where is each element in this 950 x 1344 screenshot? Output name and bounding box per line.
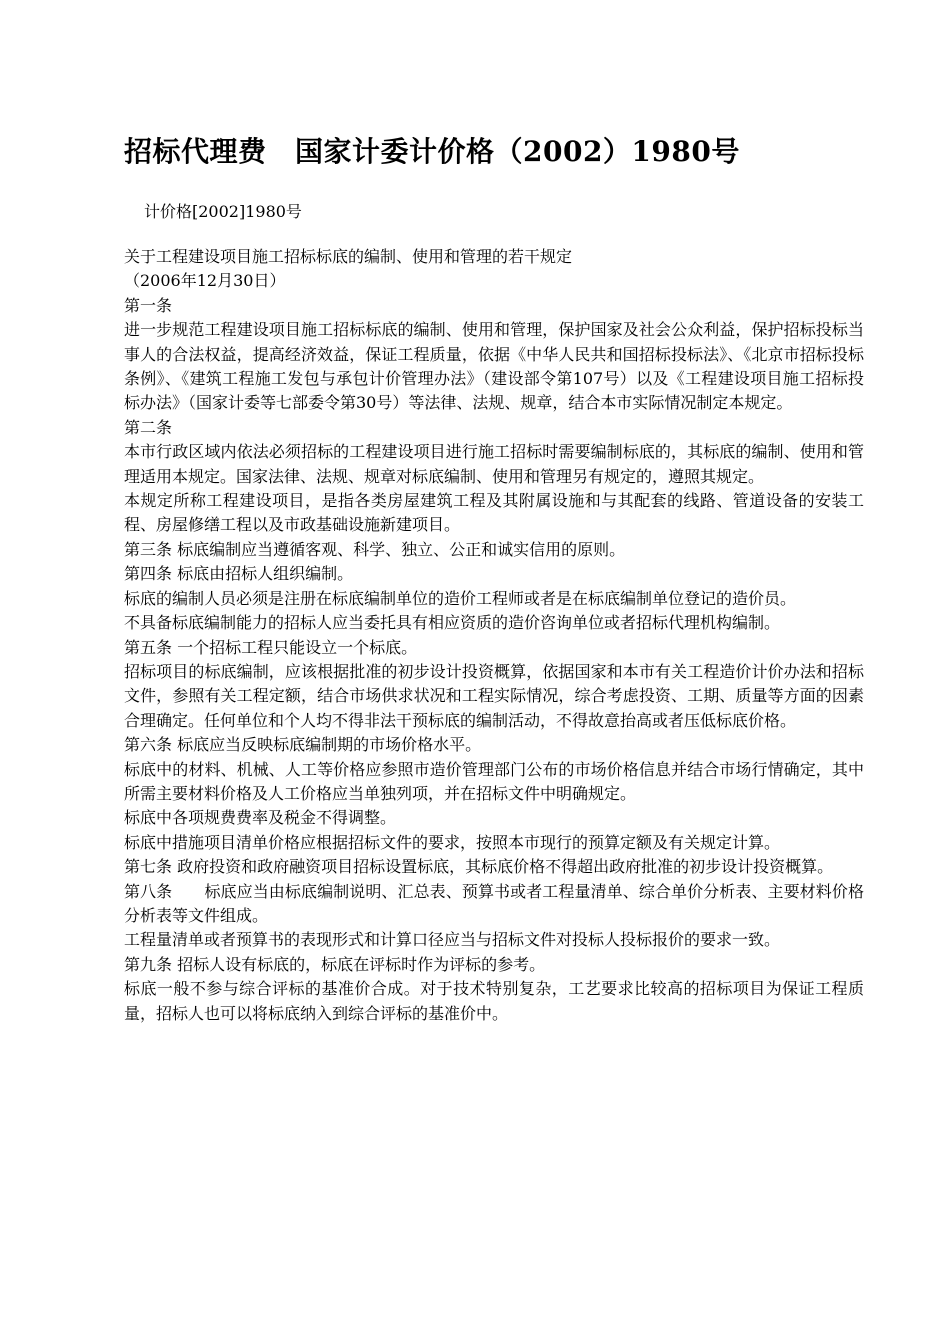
regulation-date: （2006年12月30日） (124, 271, 286, 291)
paragraph: 标底一般不参与综合评标的基准价合成。对于技术特别复杂，工艺要求比较高的招标项目为保证工程质量，招标人也可以将标底纳入到综合评标的基准价中。 (124, 979, 864, 1023)
document-title: 招标代理费 国家计委计价格（2002）1980号 (124, 135, 740, 168)
article-heading: 第二条 (124, 417, 173, 437)
paragraph: 第四条 标底由招标人组织编制。 (124, 564, 354, 584)
paragraph: 标底的编制人员必须是注册在标底编制单位的造价工程师或者是在标底编制单位登记的造价员。 (124, 588, 797, 608)
paragraph: 本市行政区域内依法必须招标的工程建设项目进行施工招标时需要编制标底的，其标底的编制、使用和管理适用本规定。国家法律、法规、规章对标底编制、使用和管理另有规定的，遵照其规定。 (124, 442, 864, 486)
paragraph: 标底中各项规费费率及税金不得调整。 (124, 808, 397, 828)
paragraph: 不具备标底编制能力的招标人应当委托具有相应资质的造价咨询单位或者招标代理机构编制。 (124, 613, 781, 633)
paragraph: 工程量清单或者预算书的表现形式和计算口径应当与招标文件对投标人投标报价的要求一致。 (124, 930, 781, 950)
paragraph: 进一步规范工程建设项目施工招标标底的编制、使用和管理，保护国家及社会公众利益，保护招标投标当事人的合法权益，提高经济效益，保证工程质量，依据《中华人民共和国招标投标法》、《北京市招标投标条例》、《建筑工程施工发包与承包计价管理办法》（建设部令第107号）以及《工程建设项目施工招标投标办法》（国家计委等七部委令第30号）等法律、法规、规章，结合本市实际情况制定本规定。 (124, 320, 864, 413)
paragraph: 招标项目的标底编制，应该根据批准的初步设计投资概算，依据国家和本市有关工程造价计价办法和招标文件，参照有关工程定额，结合市场供求状况和工程实际情况，综合考虑投资、工期、质量等方面的因素合理确定。任何单位和个人均不得非法干预标底的编制活动，不得故意抬高或者压低标底价格。 (124, 661, 864, 730)
document-body (124, 245, 864, 1026)
paragraph: 第八条 标底应当由标底编制说明、汇总表、预算书或者工程量清单、综合单价分析表、主要材料价格分析表等文件组成。 (124, 881, 864, 925)
paragraph: 第七条 政府投资和政府融资项目招标设置标底，其标底价格不得超出政府批准的初步设计投资概算。 (124, 857, 834, 877)
document-number: 计价格[2002]1980号 (144, 202, 302, 221)
paragraph: 第三条 标底编制应当遵循客观、科学、独立、公正和诚实信用的原则。 (124, 539, 626, 559)
paragraph: 标底中的材料、机械、人工等价格应参照市造价管理部门公布的市场价格信息并结合市场行情确定，其中所需主要材料价格及人工价格应当单独列项，并在招标文件中明确规定。 (124, 759, 864, 803)
regulation-title: 关于工程建设项目施工招标标底的编制、使用和管理的若干规定 (124, 247, 573, 266)
article-heading: 第一条 (124, 295, 173, 315)
paragraph: 第九条 招标人设有标底的，标底在评标时作为评标的参考。 (124, 954, 546, 974)
paragraph: 第六条 标底应当反映标底编制期的市场价格水平。 (124, 735, 482, 755)
paragraph: 本规定所称工程建设项目，是指各类房屋建筑工程及其附属设施和与其配套的线路、管道设备的安装工程、房屋修缮工程以及市政基础设施新建项目。 (124, 491, 864, 535)
paragraph: 第五条 一个招标工程只能设立一个标底。 (124, 637, 418, 657)
paragraph: 标底中措施项目清单价格应根据招标文件的要求，按照本市现行的预算定额及有关规定计算。 (124, 832, 781, 852)
